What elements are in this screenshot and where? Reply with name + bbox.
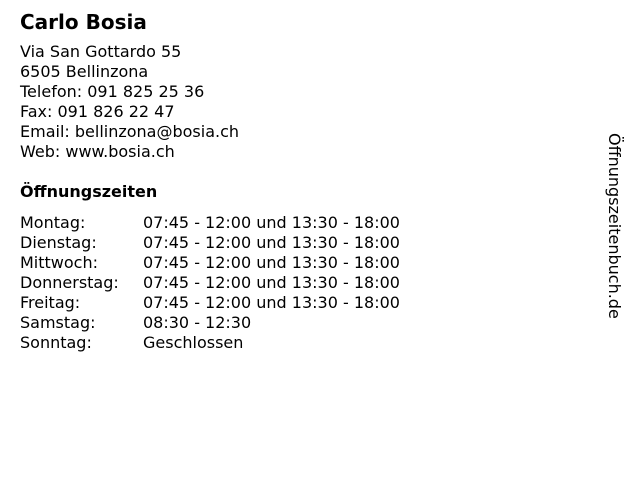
business-name: Carlo Bosia [20,10,147,34]
fax-line: Fax: 091 826 22 47 [20,102,175,121]
day-label: Donnerstag: [20,273,119,292]
contact-block [20,42,580,162]
site-watermark: Öffnungszeitenbuch.de [605,133,624,319]
address-city: 6505 Bellinzona [20,62,149,81]
time-value: 07:45 - 12:00 und 13:30 - 18:00 [143,293,400,312]
time-value: 07:45 - 12:00 und 13:30 - 18:00 [143,273,400,292]
hours-row-thursday [20,273,580,293]
hours-row-monday [20,213,580,233]
day-label: Dienstag: [20,233,97,252]
hours-row-wednesday [20,253,580,273]
time-value: 07:45 - 12:00 und 13:30 - 18:00 [143,253,400,272]
time-value: 07:45 - 12:00 und 13:30 - 18:00 [143,213,400,232]
hours-row-friday [20,293,580,313]
opening-hours-heading: Öffnungszeiten [20,182,158,201]
opening-hours-table [20,213,580,353]
hours-row-tuesday [20,233,580,253]
day-label: Mittwoch: [20,253,98,272]
time-value: 07:45 - 12:00 und 13:30 - 18:00 [143,233,400,252]
day-label: Sonntag: [20,333,92,352]
day-label: Montag: [20,213,86,232]
phone-line: Telefon: 091 825 25 36 [20,82,205,101]
business-card [20,9,580,353]
time-value: 08:30 - 12:30 [143,313,252,332]
hours-row-saturday [20,313,580,333]
address-street: Via San Gottardo 55 [20,42,182,61]
day-label: Samstag: [20,313,96,332]
day-label: Freitag: [20,293,81,312]
web-line: Web: www.bosia.ch [20,142,175,161]
hours-row-sunday [20,333,580,353]
email-line: Email: bellinzona@bosia.ch [20,122,240,141]
time-value: Geschlossen [143,333,244,352]
